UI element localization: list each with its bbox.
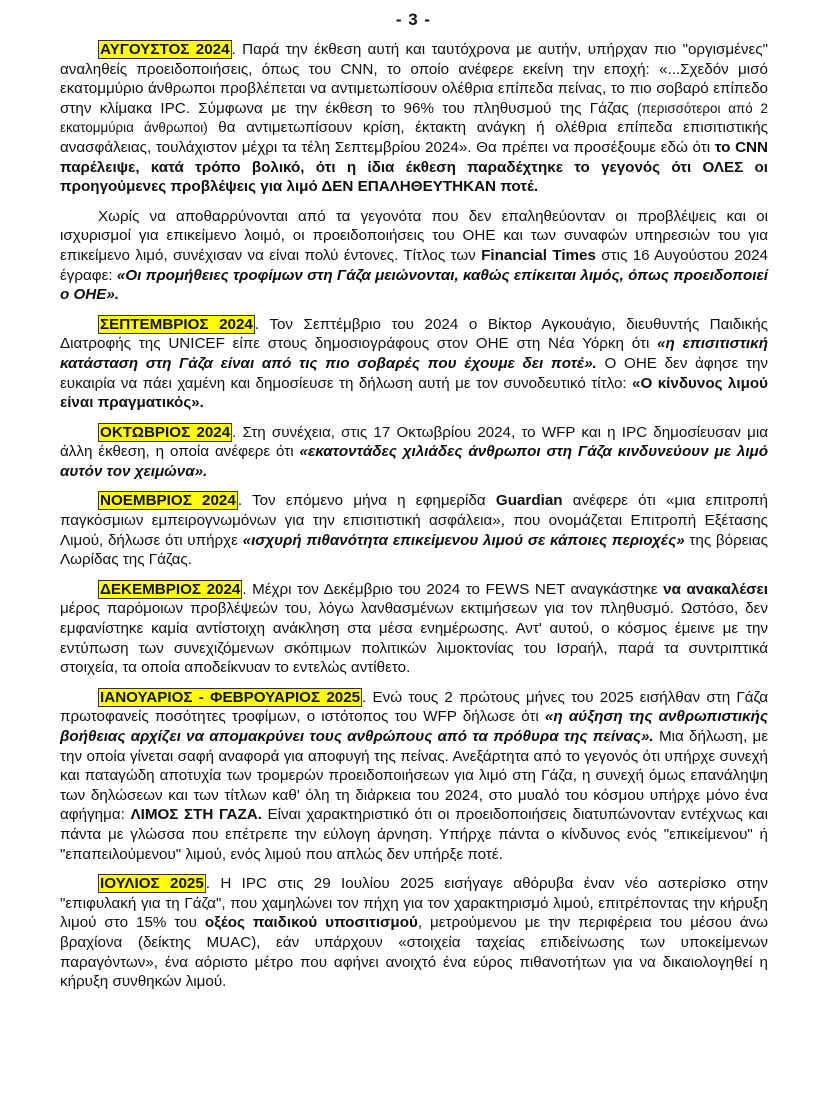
paragraph-october-2024	[60, 423, 768, 482]
date-heading: ΣΕΠΤΕΜΒΡΙΟΣ 2024	[100, 315, 253, 333]
date-heading: ΟΚΤΩΒΡΙΟΣ 2024	[100, 423, 231, 441]
paragraph-july-2025	[60, 874, 768, 992]
text-bold: «Ο κίνδυνος λιμού είναι πραγματικός».	[60, 374, 768, 412]
text-bold: Financial Times	[481, 246, 596, 264]
paragraph-november-2024	[60, 491, 768, 569]
page-number: - 3 -	[395, 10, 432, 29]
text-bold: Guardian	[495, 492, 563, 510]
paragraph-jan-feb-2025	[60, 688, 768, 864]
text: μέρος παρόμοιων προβλέψεών του, λόγω λανθασμένων εκτιμήσεων για τον πληθυσμό. Ωστόσο, δεν εμφανίστηκε καμία αντίστοιχη ανάκληση στα μέσα ενημέρωσης. Αντ' αυτού, ο κόσμος έμεινε με την εντύπωση των συνεχιζόμενων σκόπιμων πολιτικών λιμοκτονίας του Ισραήλ, παρά τα συντριπτικά στοιχεία, τα οποία αποδείκνυαν το εντελώς αντίθετο.	[60, 600, 768, 677]
text: θα αντιμετωπίσουν κρίση, έκτακτη ανάγκη ή ολέθρια επίπεδα επισιτιστικής ανασφάλειας, τουλάχιστον μέχρι τα τέλη Σεπτεμβρίου 2024». Θα πρέπει να προσέξουμε εδώ ότι	[60, 119, 769, 156]
text: στις 16 Αυγούστου 2024 έγραφε:	[60, 246, 768, 284]
text-small: (περισσότεροι από 2 εκατομμύρια άνθρωποι)	[60, 100, 768, 136]
text: ανέφερε ότι «μια επιτροπή παγκόσμιων εμπειρογνωμόνων για την επισιτιστική ασφάλεια», που ονομάζεται Επιτροπή Εξέτασης Λιμού, δήλωσε ότι υπήρχε	[60, 492, 768, 549]
paragraph-december-2024	[60, 580, 768, 678]
text-bold-italic: «εκατοντάδες χιλιάδες άνθρωποι στη Γάζα κινδυνεύουν με λιμό αυτόν τον χειμώνα».	[60, 443, 768, 480]
text-bold: ΛΙΜΟΣ ΣΤΗ ΓΑΖΑ.	[130, 806, 262, 824]
text: . Τον επόμενο μήνα η εφημερίδα	[237, 492, 496, 510]
text: . Η IPC στις 29 Ιουλίου 2025 εισήγαγε αθόρυβα έναν νέο αστερίσκο στην "επιφυλακή για τη Γάζα", που χαμηλώνει τον πήχη για τον χαρακτηρισμό λιμού, επιτρέποντας την κήρυξη λιμού στο 15% του	[60, 875, 768, 932]
text: . Παρά την έκθεση αυτή και ταυτόχρονα με αυτήν, υπήρχαν πιο "οργισμένες" αναληθείς προειδοποιήσεις, όπως του CNN, το οποίο ανέφερε εκείνη την εποχή: «...Σχεδόν μισό εκατομμύριο άνθρωποι προβλέπεται να αντιμετωπίσουν ολέθρια επίπεδα πείνας, το πιο σοβαρό επίπεδο στην κλίμακα IPC. Σύμφωνα με την έκθεση το 96% του πληθυσμού της Γάζας	[60, 41, 768, 117]
date-heading: ΙΟΥΛΙΟΣ 2025	[100, 875, 204, 893]
paragraph-september-2024	[60, 315, 768, 413]
text-bold-italic: «η αύξηση της ανθρωπιστικής βοήθειας αρχίζει να απομακρύνει τους ανθρώπους από τα πρόθυρα της πείνας».	[60, 708, 769, 745]
date-heading: ΝΟΕΜΒΡΙΟΣ 2024	[100, 492, 236, 510]
paragraph-financial-times	[60, 207, 768, 305]
text: Χωρίς να αποθαρρύνονται από τα γεγονότα που δεν επαληθεύονταν οι προβλέψεις και οι ισχυρισμοί για επικείμενο λοιμό, οι προειδοποιήσεις του ΟΗΕ και των συναφών υπηρεσιών του για επικείμενο λιμό, συνέχισαν να είναι πολύ έντονες. Τίτλος των	[60, 207, 768, 264]
text-bold-italic: «η επισιτιστική κατάσταση στη Γάζα είναι από τις πιο σοβαρές που έχουμε δει ποτέ».	[60, 335, 769, 372]
text-bold-italic: «ισχυρή πιθανότητα επικείμενου λιμού σε κάποιες περιοχές»	[242, 531, 685, 549]
paragraph-august-2024	[60, 40, 768, 197]
text: Είναι χαρακτηριστικό ότι οι προειδοποιήσεις διατυπώνονταν εντέχνως και πάντα με γλώσσα που επέτρεπε την εύλογη άρνηση. Υπήρχε πάντα ο κίνδυνος ενός "επικείμενου" ή "επαπειλούμενου" λιμού, ενός λιμού που απλώς δεν υπήρξε ποτέ.	[60, 806, 768, 863]
date-heading: ΑΥΓΟΥΣΤΟΣ 2024	[100, 41, 230, 58]
text: Μια δήλωση, με την οποία γίνεται σαφή αναφορά για αποφυγή της πείνας. Ανεξάρτητα από το γεγονός ότι υπήρχε συνεχή και παταγώδη αποτυχία των τρομερών προειδοποιήσεων για λιμό στη Γάζα, η συνεχή όμως επανάληψη των δηλώσεων και των τίτλων καθ' όλη τη διάρκεια του 2024, στο μυαλό του κόσμου υπήρχε μόνο ένα αφήγημα:	[60, 728, 768, 824]
date-heading: ΔΕΚΕΜΒΡΙΟΣ 2024	[100, 580, 241, 598]
text-bold: οξέος παιδικού υποσιτισμού	[204, 914, 418, 932]
text: . Ενώ τους 2 πρώτους μήνες του 2025 εισήλθαν στη Γάζα πρωτοφανείς ποσότητες τροφίμων, ο ιστότοπος του WFP δήλωσε ότι	[60, 688, 768, 726]
text: . Μέχρι τον Δεκέμβριο του 2024 το FEWS NET αναγκάστηκε	[242, 580, 664, 598]
date-heading: ΙΑΝΟΥΑΡΙΟΣ - ΦΕΒΡΟΥΑΡΙΟΣ 2025	[100, 688, 361, 706]
text-bold: να ανακαλέσει	[663, 580, 768, 598]
text: Ο ΟΗΕ δεν άφησε την ευκαιρία να πάει χαμένη και δημοσίευσε τη δήλωση αυτή με τον συνοδευτικό τίτλο:	[60, 354, 769, 392]
document-body	[60, 40, 768, 1002]
text: της βόρειας Λωρίδας της Γάζας.	[60, 531, 768, 569]
text: , μετρούμενου με την περιφέρεια του μέσου άνω βραχίονα (δείκτης MUAC), εάν υπάρχουν «στοιχεία ταχείας επιδείνωσης των υποκείμενων παραγόντων», ένα αόριστο μέτρο που αφήνει ανοιχτό ένα εύρος πιθανοτήτων για να δικαιολογηθεί η κήρυξη συνθηκών λιμού.	[60, 914, 768, 991]
text-bold: το CNN παρέλειψε, κατά τρόπο βολικό, ότι η ίδια έκθεση παραδέχτηκε το γεγονός ότι ΟΛΕΣ οι προηγούμενες προβλέψεις για λιμό ΔΕΝ ΕΠΑΛΗΘΕΥΤΗΚΑΝ ποτέ.	[60, 138, 768, 196]
text: . Τον Σεπτέμβριο του 2024 ο Βίκτορ Αγκουάγιο, διευθυντής Παιδικής Διατροφής της UNICEF είπε στους δημοσιογράφους στον ΟΗΕ στη Νέα Υόρκη ότι	[60, 315, 768, 353]
text-bold-italic: «Οι προμήθειες τροφίμων στη Γάζα μειώνονται, καθώς επίκειται λιμός, όπως προειδοποιεί ο ΟΗΕ».	[60, 266, 768, 304]
text: . Στη συνέχεια, στις 17 Οκτωβρίου 2024, το WFP και η IPC δημοσίευσαν μια άλλη έκθεση, η οποία ανέφερε ότι	[60, 423, 768, 461]
